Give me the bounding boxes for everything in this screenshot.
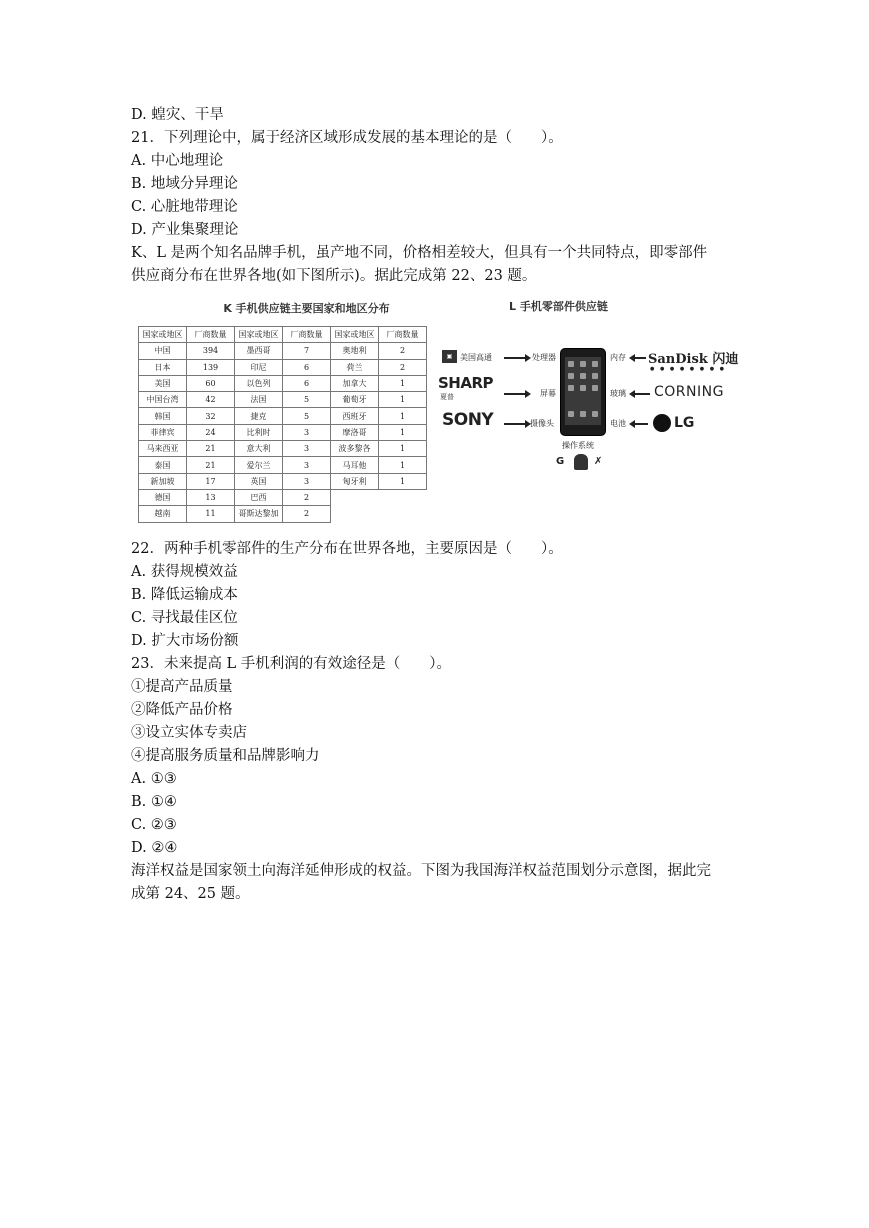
sandisk-logo: SanDisk 闪迪: [648, 352, 739, 367]
table-cell: 3: [283, 441, 331, 457]
question-21: 21．下列理论中，属于经济区域形成发展的基本理论的是（ ）。: [131, 130, 563, 146]
l-supply-chain-diagram: [434, 320, 739, 510]
arrow-left-icon: [634, 357, 646, 359]
table-cell: 3: [283, 473, 331, 489]
table-cell: 中国: [139, 343, 187, 359]
table-cell: 菲律宾: [139, 424, 187, 440]
empty-cell: [331, 489, 379, 505]
table-row: [139, 489, 427, 505]
arrow-right-icon: [504, 393, 526, 395]
table-cell: 意大利: [235, 441, 283, 457]
question-22: 22．两种手机零部件的生产分布在世界各地，主要原因是（ ）。: [131, 541, 563, 557]
table-cell: 日本: [139, 359, 187, 375]
app-icon: [592, 411, 598, 417]
q23-statement-1: ①提高产品质量: [131, 679, 233, 695]
lg-logo: LG: [674, 415, 695, 431]
table-cell: 3: [283, 424, 331, 440]
android-icon: [574, 454, 588, 470]
table-cell: 马耳他: [331, 457, 379, 473]
part-memory: 内存: [610, 353, 626, 362]
table-row: [139, 375, 427, 391]
table-cell: 以色列: [235, 375, 283, 391]
supplier-qualcomm: 美国高通: [460, 353, 492, 362]
part-battery: 电池: [610, 419, 626, 428]
corning-logo: CORNING: [654, 384, 724, 400]
app-icon: [568, 373, 574, 379]
l-chain-title: L 手机零部件供应链: [509, 300, 608, 313]
table-cell: 摩洛哥: [331, 424, 379, 440]
os-logo-icon: ✗: [594, 456, 603, 467]
table-cell: 2: [379, 359, 427, 375]
q21-option-a: A. 中心地理论: [131, 153, 224, 169]
table-cell: 21: [187, 441, 235, 457]
table-cell: 11: [187, 506, 235, 522]
header-cell: 厂商数量: [283, 327, 331, 343]
table-row: [139, 408, 427, 424]
q23-statement-3: ③设立实体专卖店: [131, 725, 247, 741]
table-cell: 波多黎各: [331, 441, 379, 457]
table-cell: 394: [187, 343, 235, 359]
lg-circle-icon: [653, 414, 671, 432]
empty-cell: [331, 506, 379, 522]
app-icon: [568, 385, 574, 391]
table-row: [139, 441, 427, 457]
table-cell: 42: [187, 392, 235, 408]
table-cell: 5: [283, 408, 331, 424]
table-row: [139, 457, 427, 473]
table-cell: 3: [283, 457, 331, 473]
table-cell: 21: [187, 457, 235, 473]
table-cell: 24: [187, 424, 235, 440]
sharp-chinese-name: 夏普: [440, 393, 454, 401]
k-table-title: K 手机供应链主要国家和地区分布: [223, 302, 390, 315]
table-cell: 美国: [139, 375, 187, 391]
smartphone-icon: [560, 348, 606, 436]
table-cell: 139: [187, 359, 235, 375]
q22-option-d: D. 扩大市场份额: [131, 633, 239, 649]
app-icon: [580, 361, 586, 367]
qualcomm-logo-icon: ▣: [442, 350, 457, 363]
q21-option-d: D. 产业集聚理论: [131, 222, 239, 238]
app-icon: [568, 411, 574, 417]
app-icon: [592, 385, 598, 391]
arrow-right-icon: [504, 423, 526, 425]
q22-option-c: C. 寻找最佳区位: [131, 610, 238, 626]
app-icon: [568, 361, 574, 367]
header-cell: 国家或地区: [331, 327, 379, 343]
table-cell: 荷兰: [331, 359, 379, 375]
part-glass: 玻璃: [610, 389, 626, 398]
q23-option-a: A. ①③: [131, 771, 177, 787]
part-screen: 屏幕: [540, 389, 556, 398]
table-cell: 捷克: [235, 408, 283, 424]
table-row: [139, 506, 427, 522]
table-row: [139, 359, 427, 375]
header-cell: 厂商数量: [187, 327, 235, 343]
table-cell: 新加坡: [139, 473, 187, 489]
table-cell: 西班牙: [331, 408, 379, 424]
table-cell: 2: [379, 343, 427, 359]
passage-kl-line1: K、L 是两个知名品牌手机，虽产地不同，价格相差较大，但具有一个共同特点，即零部件: [131, 245, 708, 261]
header-cell: 国家或地区: [139, 327, 187, 343]
table-cell: 墨西哥: [235, 343, 283, 359]
app-icon: [592, 373, 598, 379]
sandisk-dots: ● ● ● ● ● ● ● ●: [650, 366, 727, 372]
header-cell: 厂商数量: [379, 327, 427, 343]
table-cell: 6: [283, 359, 331, 375]
empty-cell: [379, 506, 427, 522]
question-23: 23．未来提高 L 手机利润的有效途径是（ ）。: [131, 656, 452, 672]
table-cell: 2: [283, 506, 331, 522]
q22-option-a: A. 获得规模效益: [131, 564, 238, 580]
table-cell: 马来西亚: [139, 441, 187, 457]
sony-logo: SONY: [442, 410, 494, 430]
passage-ocean-line2: 成第 24、25 题。: [131, 886, 250, 902]
q22-option-b: B. 降低运输成本: [131, 587, 238, 603]
table-cell: 越南: [139, 506, 187, 522]
table-cell: 5: [283, 392, 331, 408]
google-logo-icon: G: [556, 456, 565, 467]
q21-option-b: B. 地域分异理论: [131, 176, 238, 192]
table-cell: 2: [283, 489, 331, 505]
q23-option-c: C. ②③: [131, 817, 177, 833]
table-cell: 32: [187, 408, 235, 424]
arrow-left-icon: [634, 423, 648, 425]
part-camera: 摄像头: [530, 419, 554, 428]
table-cell: 匈牙利: [331, 473, 379, 489]
table-row: [139, 473, 427, 489]
app-icon: [580, 385, 586, 391]
arrow-right-icon: [504, 357, 526, 359]
q23-option-b: B. ①④: [131, 794, 177, 810]
q23-statement-2: ②降低产品价格: [131, 702, 233, 718]
table-cell: 爱尔兰: [235, 457, 283, 473]
table-cell: 韩国: [139, 408, 187, 424]
table-cell: 7: [283, 343, 331, 359]
q23-option-d: D. ②④: [131, 840, 178, 856]
table-cell: 英国: [235, 473, 283, 489]
supply-chain-figure: [134, 294, 739, 530]
app-icon: [592, 361, 598, 367]
q23-statement-4: ④提高服务质量和品牌影响力: [131, 748, 320, 764]
table-cell: 1: [379, 408, 427, 424]
header-cell: 国家或地区: [235, 327, 283, 343]
table-cell: 17: [187, 473, 235, 489]
table-cell: 巴西: [235, 489, 283, 505]
table-cell: 1: [379, 457, 427, 473]
phone-screen: [565, 357, 601, 425]
table-cell: 6: [283, 375, 331, 391]
part-processor: 处理器: [532, 353, 556, 362]
table-row: [139, 392, 427, 408]
table-cell: 葡萄牙: [331, 392, 379, 408]
sharp-logo: SHARP: [438, 374, 494, 392]
empty-cell: [379, 489, 427, 505]
table-cell: 奥地利: [331, 343, 379, 359]
table-cell: 1: [379, 375, 427, 391]
app-icon: [580, 411, 586, 417]
passage-ocean-line1: 海洋权益是国家领土向海洋延伸形成的权益。下图为我国海洋权益范围划分示意图，据此完: [131, 863, 711, 879]
table-cell: 中国台湾: [139, 392, 187, 408]
table-cell: 加拿大: [331, 375, 379, 391]
table-cell: 泰国: [139, 457, 187, 473]
part-operating-system: 操作系统: [562, 441, 594, 450]
table-row: [139, 424, 427, 440]
table-row: [139, 343, 427, 359]
table-cell: 60: [187, 375, 235, 391]
table-cell: 1: [379, 473, 427, 489]
table-cell: 1: [379, 392, 427, 408]
q21-option-c: C. 心脏地带理论: [131, 199, 238, 215]
table-cell: 德国: [139, 489, 187, 505]
table-cell: 1: [379, 424, 427, 440]
table-cell: 13: [187, 489, 235, 505]
passage-kl-line2: 供应商分布在世界各地(如下图所示)。据此完成第 22、23 题。: [131, 268, 537, 284]
app-icon: [580, 373, 586, 379]
k-supplier-table: [138, 326, 427, 523]
table-cell: 哥斯达黎加: [235, 506, 283, 522]
table-header-row: [139, 327, 427, 343]
option-d-q20: D. 蝗灾、干旱: [131, 107, 224, 123]
table-cell: 法国: [235, 392, 283, 408]
table-cell: 印尼: [235, 359, 283, 375]
arrow-left-icon: [634, 393, 650, 395]
table-cell: 1: [379, 441, 427, 457]
table-cell: 比利时: [235, 424, 283, 440]
